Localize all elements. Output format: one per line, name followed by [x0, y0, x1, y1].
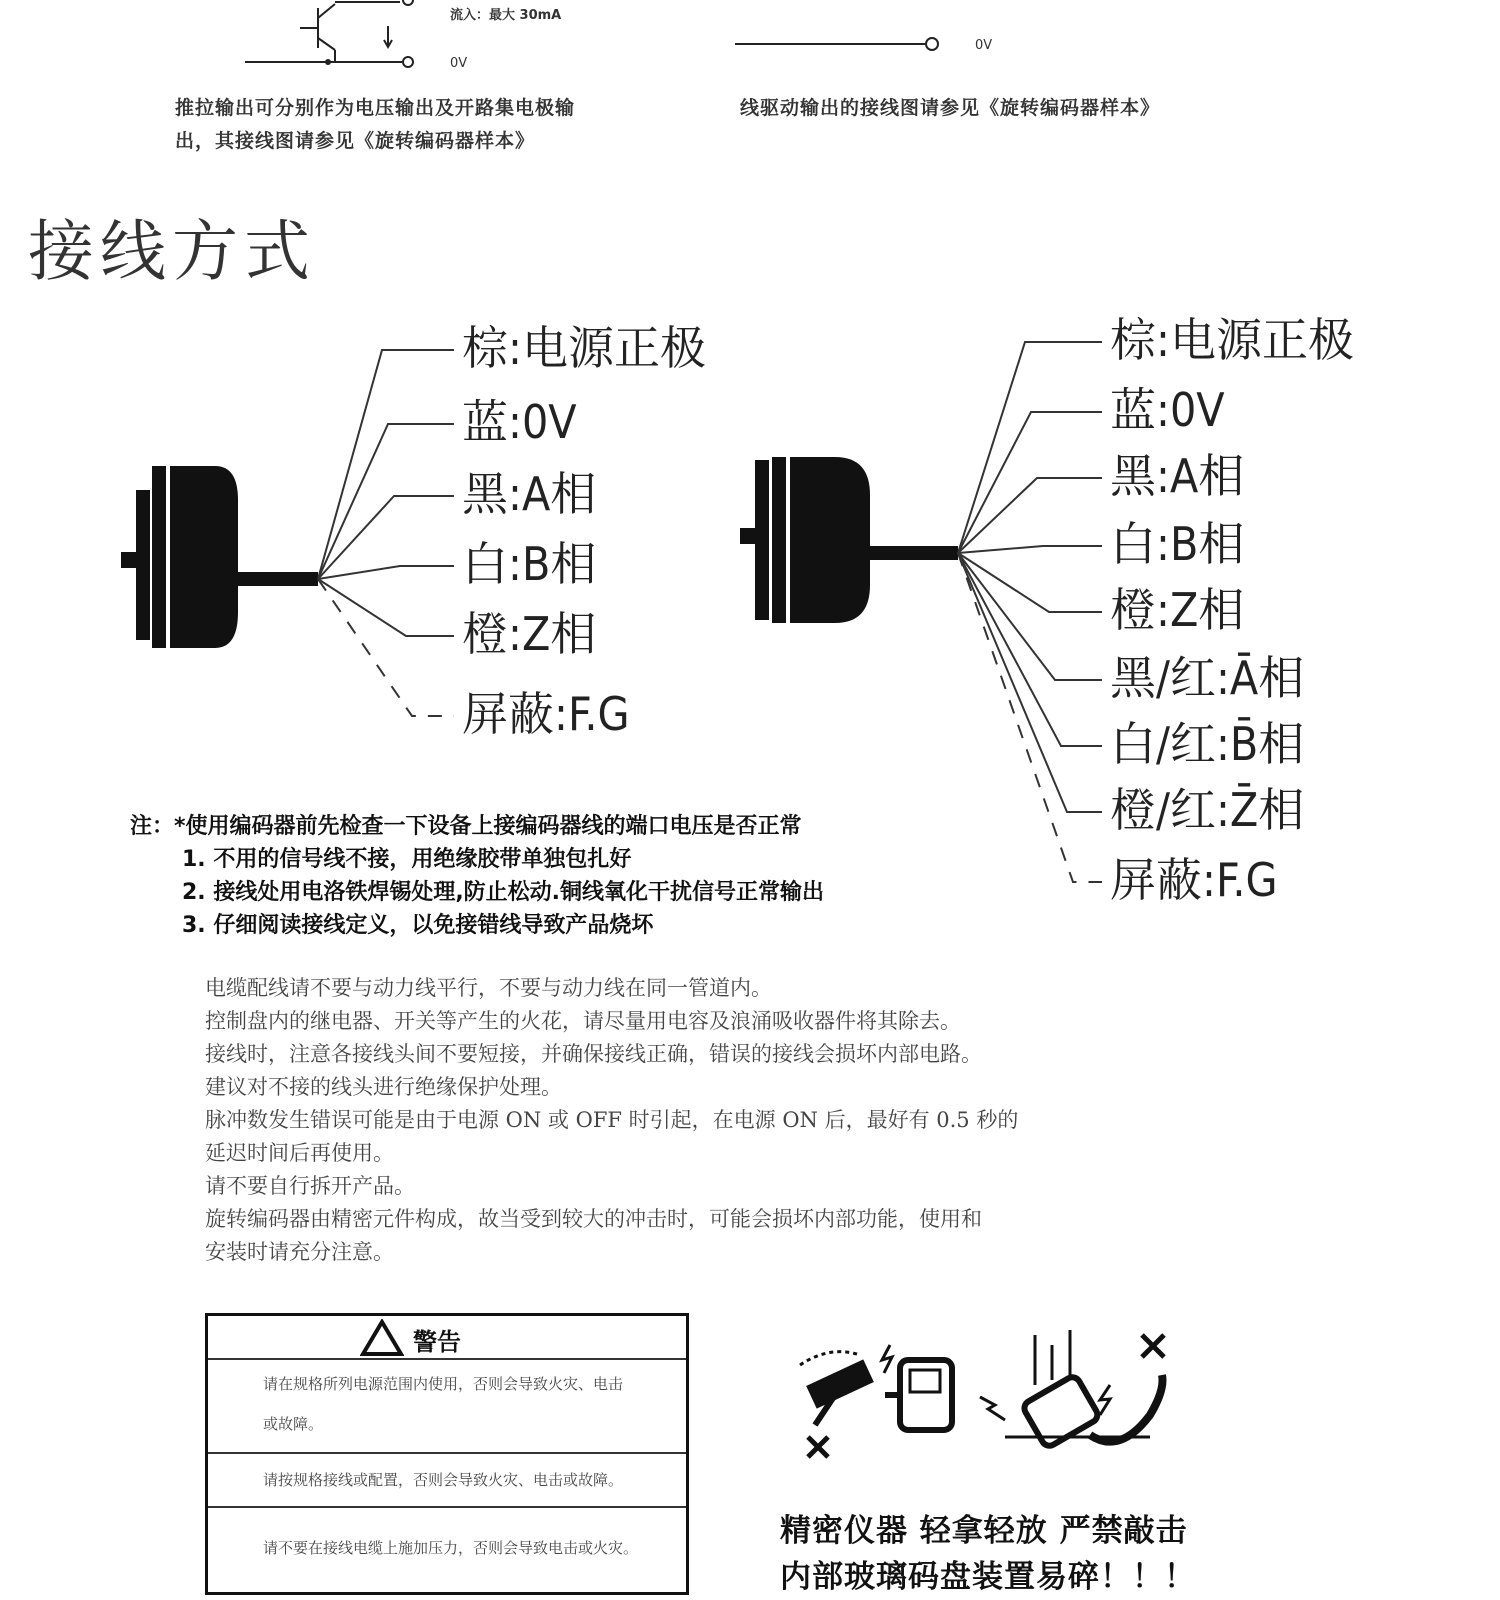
left-wire-label: 白:B相 — [462, 537, 597, 591]
precaution-line: 接线时，注意各接线头间不要短接，并确保接线正确，错误的接线会损坏内部电路。 — [205, 1042, 982, 1066]
warning-row-text: 请按规格接线或配置，否则会导致火灾、电击或故障。 — [263, 1471, 624, 1489]
left-wire-label: 屏蔽:F.G — [462, 687, 630, 741]
warning-row-text: 或故障。 — [263, 1415, 324, 1433]
precaution-line: 电缆配线请不要与动力线平行，不要与动力线在同一管道内。 — [205, 976, 772, 1000]
right-encoder-icon — [740, 457, 958, 623]
left-wire-label: 橙:Z相 — [462, 607, 597, 661]
left-wire-label: 棕:电源正极 — [462, 321, 706, 375]
line-driver-caption: 线驱动输出的接线图请参见《旋转编码器样本》 — [740, 97, 1161, 119]
precaution-line: 建议对不接的线头进行绝缘保护处理。 — [205, 1075, 562, 1099]
warning-row-text: 请不要在接线电缆上施加压力，否则会导致电击或火灾。 — [263, 1539, 639, 1557]
left-wire-label: 黑:A相 — [462, 467, 597, 521]
warning-box — [205, 1313, 689, 1595]
left-wire-line — [318, 566, 454, 579]
precaution-line: 控制盘内的继电器、开关等产生的火花，请尽量用电容及浪涌吸收器件将其除去。 — [205, 1009, 961, 1033]
left-wire-line — [318, 350, 454, 579]
right-zero-volt-label: 0V — [975, 38, 993, 53]
note-item: 1. 不用的信号线不接，用绝缘胶带单独包扎好 — [182, 847, 632, 872]
right-wire-line — [958, 342, 1102, 553]
do-not-strike-pictogram — [790, 1325, 1200, 1485]
precaution-line: 延迟时间后再使用。 — [205, 1141, 394, 1165]
right-wire-label: 橙:Z相 — [1110, 583, 1245, 637]
fragile-line-1: 精密仪器 轻拿轻放 严禁敲击 — [780, 1513, 1188, 1549]
right-wire-label: 黑/红:Ā相 — [1110, 651, 1305, 705]
right-wire-label: 黑:A相 — [1110, 449, 1245, 503]
section-title: 接线方式 — [28, 213, 316, 290]
right-wire-line — [958, 553, 1102, 680]
precaution-line: 旋转编码器由精密元件构成，故当受到较大的冲击时，可能会损坏内部功能，使用和 — [205, 1207, 982, 1231]
left-wire-line — [318, 579, 454, 716]
precaution-line: 请不要自行拆开产品。 — [205, 1174, 415, 1198]
left-encoder-icon — [121, 466, 318, 648]
warning-header — [208, 1316, 686, 1360]
fragile-warning — [780, 1508, 1196, 1600]
precaution-line: 安装时请充分注意。 — [205, 1240, 394, 1264]
notes-block — [130, 810, 824, 942]
push-pull-caption-line-2: 出，其接线图请参见《旋转编码器样本》 — [175, 130, 536, 152]
precautions-text — [205, 972, 1195, 1269]
right-wire-label: 蓝:0V — [1110, 383, 1225, 437]
warning-triangle-icon — [360, 1319, 404, 1357]
warning-row — [208, 1454, 686, 1508]
right-wire-line — [958, 546, 1102, 553]
note-item: 2. 接线处用电洛铁焊锡处理,防止松动.铜线氧化干扰信号正常输出 — [182, 880, 825, 905]
right-wire-label: 棕:电源正极 — [1110, 313, 1354, 367]
precaution-line: 脉冲数发生错误可能是由于电源 ON 或 OFF 时引起，在电源 ON 后，最好有 0.5 秒的 — [205, 1108, 1019, 1132]
warning-row-text: 请在规格所列电源范围内使用，否则会导致火灾、电击 — [263, 1375, 624, 1393]
warning-title: 警告 — [413, 1328, 461, 1356]
inflow-label: 流入：最大 30mA — [450, 8, 562, 23]
right-wire-label: 屏蔽:F.G — [1110, 853, 1278, 907]
left-wire-label: 蓝:0V — [462, 395, 577, 449]
notes-lead: 注：*使用编码器前先检查一下设备上接编码器线的端口电压是否正常 — [130, 814, 802, 839]
warning-row — [208, 1508, 686, 1588]
right-wire-label: 橙/红:Z̄相 — [1110, 783, 1305, 837]
right-wire-label: 白:B相 — [1110, 517, 1245, 571]
note-item: 3. 仔细阅读接线定义，以免接错线导致产品烧坏 — [182, 913, 654, 938]
warning-row — [208, 1360, 686, 1454]
right-wire-line — [958, 478, 1102, 553]
push-pull-caption-line-1: 推拉输出可分别作为电压输出及开路集电极输 — [175, 97, 576, 119]
fragile-line-2: 内部玻璃码盘装置易碎！！！ — [780, 1559, 1196, 1595]
left-zero-volt-label: 0V — [450, 56, 468, 71]
right-wire-label: 白/红:B̄相 — [1110, 717, 1305, 771]
